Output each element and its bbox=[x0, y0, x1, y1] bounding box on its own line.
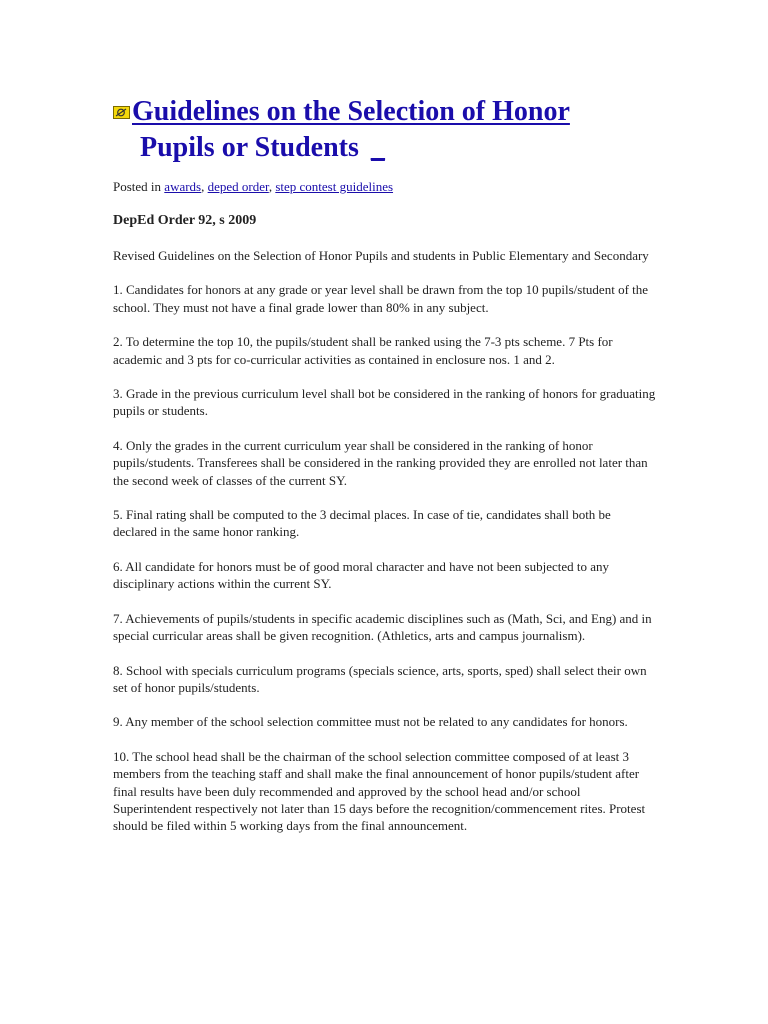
post-title-line1: Guidelines on the Selection of Honor bbox=[132, 96, 570, 127]
post-title-trailing: _ bbox=[370, 132, 385, 163]
guideline-item: 8. School with specials curriculum programs (specials science, arts, sports, sped) shall select their own set of honor pupils/students. bbox=[113, 662, 647, 695]
guideline-item: 5. Final rating shall be computed to the 3 decimal places. In case of tie, candidates shall both be declared in the same honor ranking. bbox=[113, 507, 611, 540]
guideline-item: 4. Only the grades in the current curriculum year shall be considered in the ranking of honor pupils/students. Transferees shall be considered in the ranking provided they are enrolled not later than the second week of classes of the current SY. bbox=[113, 437, 648, 488]
guideline-item: 7. Achievements of pupils/students in specific academic disciplines such as (Math, Sci, and Eng) and in special curricular areas shall be given recognition. (Athletics, arts and campus journalism). bbox=[113, 610, 652, 644]
order-heading: DepEd Order 92, s 2009 bbox=[113, 213, 257, 228]
intro-paragraph: Revised Guidelines on the Selection of Honor Pupils and students in Public Elementary and Secondary bbox=[113, 248, 649, 263]
guideline-item: 6. All candidate for honors must be of good moral character and have not been subjected to any disciplinary actions within the current SY. bbox=[113, 558, 610, 592]
guideline-item: 10. The school head shall be the chairman of the school selection committee composed of at least 3 members from the teaching staff and shall make the final announcement of honor pupils/student after final results have been duly recommended and approved by the school head and/or school Superintendent respectively not later than 15 days before the recognition/commencement rites. Protest should be filed within 5 working days from the final announcement. bbox=[113, 748, 646, 834]
guideline-item: 2. To determine the top 10, the pupils/student shall be ranked using the 7-3 pts scheme. 7 Pts for academic and 3 pts for co-curricular activities as contained in enclosure nos. 1 and 2. bbox=[113, 334, 613, 367]
category-link-step-contest-guidelines[interactable]: step contest guidelines bbox=[275, 179, 394, 194]
category-link-awards[interactable]: awards bbox=[164, 179, 202, 194]
post-title-link[interactable] bbox=[132, 94, 673, 166]
category-link-deped-order[interactable]: deped order bbox=[207, 179, 269, 194]
guideline-item: 3. Grade in the previous curriculum level shall bot be considered in the ranking of honors for graduating pupils or students. bbox=[113, 386, 656, 419]
post-icon bbox=[113, 106, 130, 119]
posted-in-label: Posted in bbox=[113, 179, 165, 194]
guideline-item: 1. Candidates for honors at any grade or year level shall be drawn from the top 10 pupils/student of the school. They must not have a final grade lower than 80% in any subject. bbox=[113, 282, 649, 315]
post-title-row bbox=[113, 94, 673, 166]
post-body bbox=[113, 247, 658, 852]
posted-in-line: Posted in awards, deped order, step contest guidelines bbox=[113, 179, 394, 194]
post-title-line2: Pupils or Students bbox=[140, 132, 359, 163]
guideline-item: 9. Any member of the school selection committee must not be related to any candidates for honors. bbox=[113, 714, 628, 730]
